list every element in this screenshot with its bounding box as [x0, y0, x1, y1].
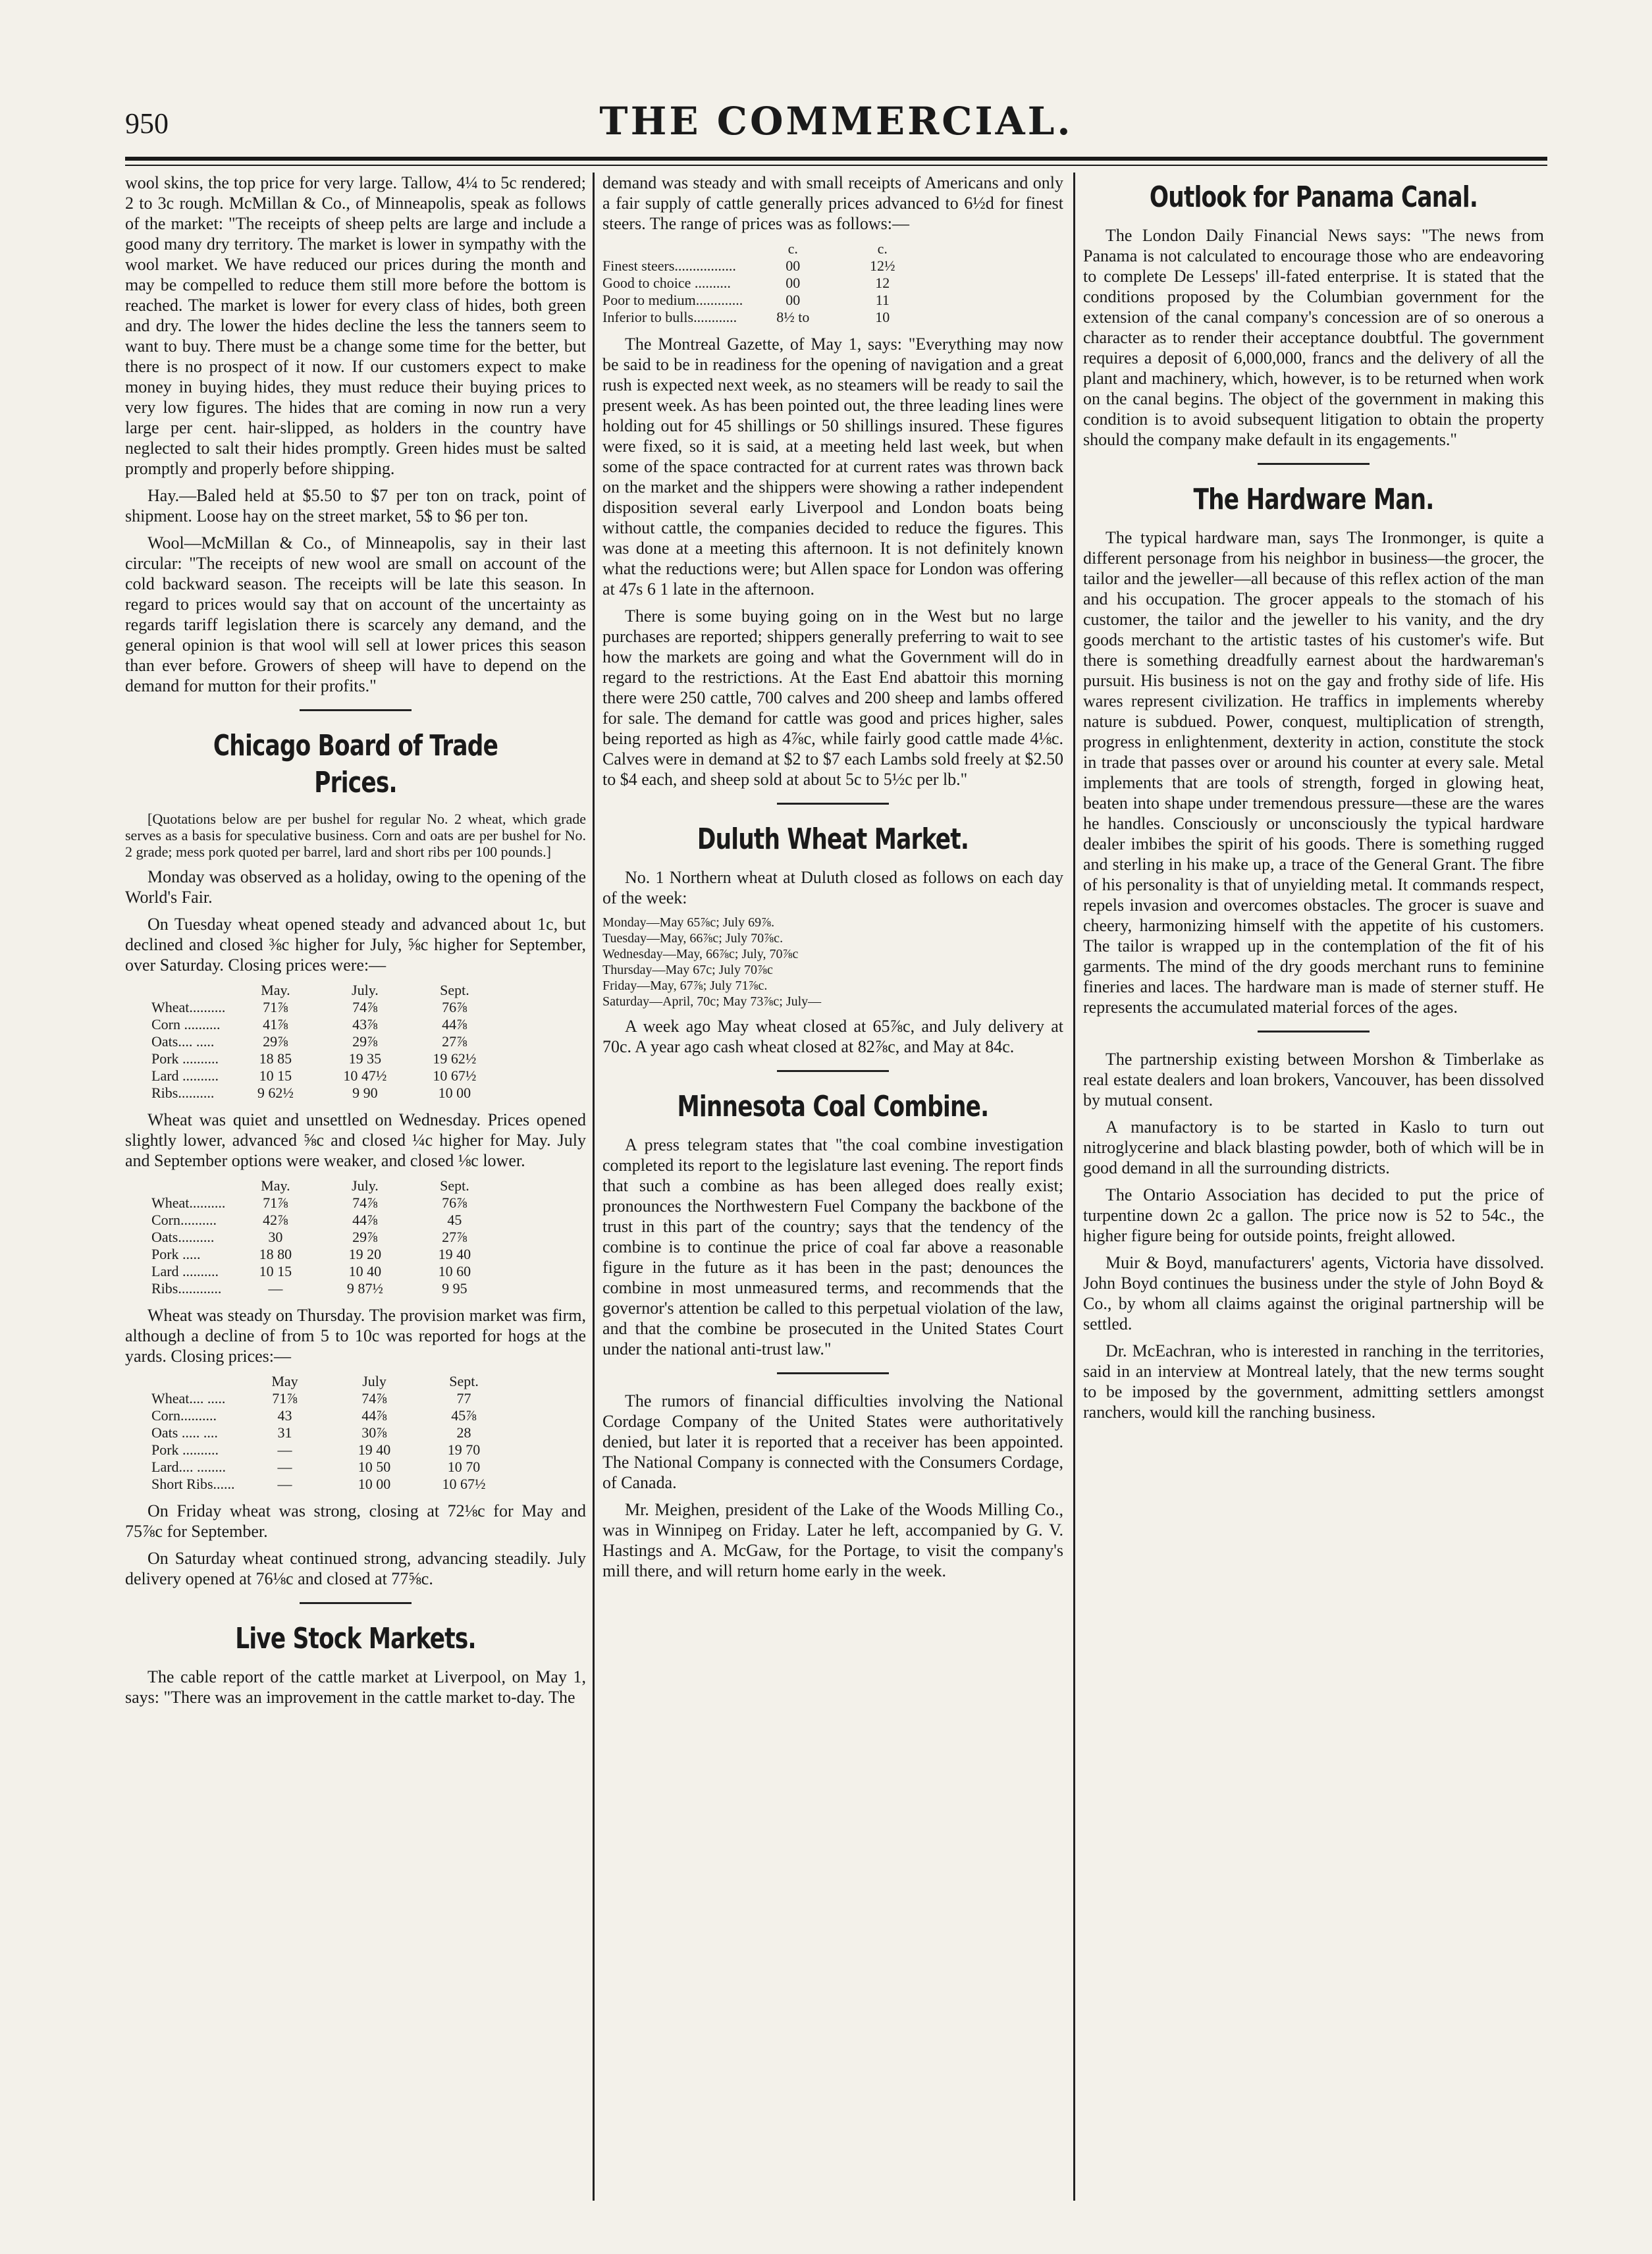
section-separator: [1083, 1024, 1544, 1038]
paragraph: Monday was observed as a holiday, owing to the opening of the World's Fair.: [125, 867, 586, 907]
column-divider: [593, 173, 595, 2201]
page-header: [125, 99, 1547, 151]
paragraph: The Montreal Gazette, of May 1, says: "Everything may now be said to be in readiness for the opening of navigation and a great rush is expected next week, as no steamers will be ready to sail the present week. As has been pointed out, the three leading lines were holding out for 45 shillings or 50 shillings insured. These figures were fixed, so it is said, at a meeting held last week, but when some of the space contracted for at current rates was thrown back on the market and the shippers were showing a rather independent disposition several early Liverpool and London boats being without cattle, the companies decided to reduce the figures. This was done at a meeting this afternoon. It is not definitely known what the reductions were; but Allen space for London was offering at 47s 6 1 late in the afternoon.: [602, 335, 1063, 599]
table-row: Oats.... ..... 29⅞ 29⅞ 27⅞: [151, 1033, 467, 1050]
table-row: Poor to medium............. 00 11: [602, 292, 890, 308]
table-row: Pork .......... — 19 40 19 70: [151, 1441, 481, 1458]
paragraph: The Ontario Association has decided to put the price of turpentine down 2c a gallon. The price now is 52 to 54c., the higher figure being for outside points, freight allowed.: [1083, 1185, 1544, 1245]
table-row: Finest steers................. 00 12½: [602, 257, 895, 274]
table-row: Inferior to bulls............ 8½ to 10: [602, 309, 890, 325]
table-row: Oats.......... 30 29⅞ 27⅞: [151, 1229, 467, 1245]
heading-hardware-man: The Hardware Man.: [1193, 483, 1434, 516]
table-row: Lard .......... 10 15 10 47½ 10 67½: [151, 1067, 477, 1084]
paragraph: Hay.—Baled held at $5.50 to $7 per ton on track, point of shipment. Loose hay on the street market, 5$ to $6 per ton.: [125, 486, 586, 525]
masthead-title: THE COMMERCIAL.: [599, 99, 1073, 144]
paragraph: The partnership existing between Morshon & Timberlake as real estate dealers and loan brokers, Vancouver, has been dissolved by mutual consent.: [1083, 1050, 1544, 1110]
paragraph: On Saturday wheat continued strong, advancing steadily. July delivery opened at 76⅛c and closed at 77⅝c.: [125, 1549, 586, 1588]
section-separator: [1083, 456, 1544, 471]
column-1: [125, 173, 586, 2201]
price-table-thursday: May July Sept. Wheat.... ..... 71⅞ 74⅞ 77 Corn.......... 43 44⅞ 45⅞ Oats ..... .... 31 30⅞ 28 Pork .......... — 19 40 19 70 Lard.... ........ — 10 50 10 70 Short Ribs...... — 10 00 10 67½: [151, 1373, 514, 1493]
paragraph: Mr. Meighen, president of the Lake of the Woods Milling Co., was in Winnipeg on Friday. Later he left, accompanied by G. V. Hastings and A. McGaw, for the Portage, to visit the company's mill there, and will return home early in the week.: [602, 1500, 1063, 1580]
table-row: Lard.... ........ — 10 50 10 70: [151, 1459, 481, 1475]
price-table-tuesday: May. July. Sept. Wheat.......... 71⅞ 74⅞ 76⅞ Corn .......... 41⅞ 43⅞ 44⅞ Oats.... ..... 29⅞ 29⅞ 27⅞ Pork .......... 18 85 19 35 19 62½ Lard .......... 10 15 10 47½ 10 67½ Ribs.......... 9 62½ 9 90 10 00: [151, 982, 504, 1102]
paragraph: wool skins, the top price for very large. Tallow, 4¼ to 5c rendered; 2 to 3c rough. McMillan & Co., of Minneapolis, speak as follows of the market: "The receipts of sheep pelts are large and include a good many dry territory. The market is lower in sympathy with the wool market. We have reduced our prices during the month and may be compelled to reduce them still more before the bottom is reached. The market is lower for every class of hides, both green and dry. The lower the hides decline the less the tanners seem to want to buy. There must be a change some time for the better, but there is no prospect of it now. If our customers expect to make money in buying hides, they must reduce their buying prices to very low figures. The hides that are coming in now run a very large per cent. hair-slipped, as holders in the country have neglected to salt their hides promptly. Green hides must be salted promptly and properly before shipping.: [125, 173, 586, 478]
header-rule-thick: [125, 157, 1547, 161]
heading-chicago-board: Chicago Board of Trade Prices.: [213, 729, 498, 799]
paragraph: The London Daily Financial News says: "The news from Panama is not calculated to encourage those who are endeavoring to complete De Lesseps' ill-fated enterprise. It is stated that the conditions proposed by the Columbian government for the extension of the canal company's concession are of so onerous a character as to render their acceptance doubtful. The government requires a deposit of 6,000,000, francs and the delivery of all the plant and machinery, which, however, is to be returned when work on the canal begins. The object of the government in making this condition is to avoid subsequent litigation to obtain the property should the company make default in its engagements.": [1083, 226, 1544, 449]
list-item: Monday—May 65⅞c; July 69⅞.: [602, 915, 775, 930]
section-separator: [125, 703, 586, 717]
table-row: Pork ..... 18 80 19 20 19 40: [151, 1246, 471, 1262]
heading-minnesota-coal: Minnesota Coal Combine.: [677, 1090, 989, 1123]
list-item: Saturday—April, 70c; May 73⅞c; July—: [602, 994, 822, 1009]
table-row: Corn.......... 43 44⅞ 45⅞: [151, 1407, 477, 1424]
section-separator: [602, 1063, 1063, 1078]
paragraph: On Tuesday wheat opened steady and advanced about 1c, but declined and closed ⅜c higher for July, ⅝c higher for September, over Saturday. Closing prices were:—: [125, 915, 586, 975]
paragraph: Wheat was quiet and unsettled on Wednesday. Prices opened slightly lower, advanced ⅝c and closed ¼c higher for May. July and September options were weaker, and closed ⅛c lower.: [125, 1110, 586, 1170]
table-row: Oats ..... .... 31 30⅞ 28: [151, 1424, 471, 1441]
list-item: Thursday—May 67c; July 70⅞c: [602, 963, 773, 977]
paragraph: Wheat was steady on Thursday. The provision market was firm, although a decline of from 5 to 10c was reported for hogs at the yards. Closing prices:—: [125, 1306, 586, 1366]
table-row: Corn .......... 41⅞ 43⅞ 44⅞: [151, 1016, 467, 1033]
paragraph: A manufactory is to be started in Kaslo to turn out nitroglycerine and black blasting powder, both of which will be in good demand in all the surrounding districts.: [1083, 1117, 1544, 1177]
table-row: Lard .......... 10 15 10 40 10 60: [151, 1263, 471, 1279]
table-row: Wheat.... ..... 71⅞ 74⅞ 77: [151, 1390, 471, 1407]
table-row: Ribs.......... 9 62½ 9 90 10 00: [151, 1085, 471, 1101]
table-row: Ribs............ — 9 87½ 9 95: [151, 1280, 467, 1297]
table-row: Corn.......... 42⅞ 44⅞ 45: [151, 1212, 462, 1228]
column-divider: [1073, 173, 1075, 2201]
paragraph: On Friday wheat was strong, closing at 72⅛c for May and 75⅞c for September.: [125, 1501, 586, 1541]
column-2: [602, 173, 1063, 2201]
paragraph: A press telegram states that "the coal combine investigation completed its report to the legislature last evening. The report finds that such a combine as has been alleged does really exist; pronounces the Northwestern Fuel Company the backbone of the trust in this part of the country; says that the tendency of the combine is to continue the price of coal far above a reasonable figure in the future as it has been in the past; denounces the combine in most unmeasured terms, and recommends that the governor's attention be called to this perpetual violation of the law, and that the combine be prosecuted in the United States Court under the national anti-trust law.": [602, 1135, 1063, 1358]
list-item: Wednesday—May, 66⅞c; July, 70⅞c: [602, 947, 799, 961]
heading-live-stock: Live Stock Markets.: [235, 1622, 476, 1655]
section-separator: [602, 796, 1063, 811]
table-row: Wheat.......... 71⅞ 74⅞ 76⅞: [151, 999, 467, 1015]
paragraph: Wool—McMillan & Co., of Minneapolis, say in their last circular: "The receipts of new wool are small on account of the cold backward season. The receipts will be late this season. In regard to prices would say that on account of the uncertainty as regards tariff legislation there is scarcely any demand, and the general opinion is that wool will sell at lower prices this season than ever before. Growers of sheep will have to depend on the demand for mutton for their profits.": [125, 533, 586, 695]
table-row: Good to choice .......... 00 12: [602, 275, 890, 291]
section-separator: [125, 1596, 586, 1610]
price-table-wednesday: May. July. Sept. Wheat.......... 71⅞ 74⅞ 76⅞ Corn.......... 42⅞ 44⅞ 45 Oats.......... 30 29⅞ 27⅞ Pork ..... 18 80 19 20 19 40 Lard .......... 10 15 10 40 10 60 Ribs............ — 9 87½ 9 95: [151, 1177, 504, 1297]
heading-duluth-wheat: Duluth Wheat Market.: [697, 822, 969, 856]
paragraph: The rumors of financial difficulties involving the National Cordage Company of the United States were authoritatively denied, but later it is reported that a receiver has been appointed. The National Company is connected with the Consumers Cordage, of Canada.: [602, 1391, 1063, 1492]
paragraph: There is some buying going on in the West but no large purchases are reported; shippers generally preferring to wait to see how the markets are going and what the Government will do in regard to the restrictions. At the East End abattoir this morning there were 250 cattle, 700 calves and 200 sheep and lambs offered for sale. The demand for cattle was good and prices higher, sales being reported as high as 4⅞c, while fairly good cattle made 4⅛c. Calves were in demand at $2 to $7 each Lambs sold freely at $2.50 to $4 each, and sheep sold at about 5c to 5½c per lb.": [602, 606, 1063, 789]
page-number: 950: [125, 107, 169, 140]
paragraph: A week ago May wheat closed at 65⅞c, and July delivery at 70c. A year ago cash wheat closed at 82⅞c, and May at 84c.: [602, 1017, 1063, 1056]
section-separator: [602, 1366, 1063, 1380]
table-row: Pork .......... 18 85 19 35 19 62½: [151, 1050, 477, 1067]
daily-close-list: [602, 915, 1063, 1009]
paragraph: demand was steady and with small receipts of Americans and only a fair supply of cattle generally prices advanced to 6½d for finest steers. The range of prices was as follows:—: [602, 173, 1063, 233]
header-rule-thin: [125, 165, 1547, 166]
cattle-price-table: c. c. Finest steers................. 00 12½ Good to choice .......... 00 12 Poor to medium............. 00 11 Inferior to bulls............ 8½ to 10: [602, 240, 932, 326]
paragraph: Dr. McEachran, who is interested in ranching in the territories, said in an interview at Montreal lately, that the new terms sought to be imposed by the government, admitting settlers amongst ranchers, would kill the ranching business.: [1083, 1341, 1544, 1422]
table-row: Short Ribs...... — 10 00 10 67½: [151, 1476, 486, 1492]
quotation-note: [Quotations below are per bushel for regular No. 2 wheat, which grade serves as a basis for speculative business. Corn and oats are per bushel for No. 2 grade; mess pork quoted per barrel, lard and short ribs per 100 pounds.]: [125, 811, 586, 860]
paragraph: The cable report of the cattle market at Liverpool, on May 1, says: "There was an improvement in the cattle market to-day. The: [125, 1667, 586, 1707]
heading-panama-canal: Outlook for Panama Canal.: [1149, 180, 1478, 214]
list-item: Friday—May, 67⅞; July 71⅞c.: [602, 979, 768, 993]
list-item: Tuesday—May, 66⅞c; July 70⅞c.: [602, 931, 784, 946]
paragraph: The typical hardware man, says The Ironmonger, is quite a different personage from his neighbor in business—the grocer, the tailor and the jeweller—all because of this reflex action of the man and his occupation. The grocer appeals to the stomach of his customer, the tailor and the jeweller to his vanity, and the dry goods merchant to the artistic tastes of his customer's wife. But there is something dreadfully earnest about the hardwareman's pursuit. His business is not on the gay and frothy side of life. His wares represent civilization. He traffics in implements whereby nature is subdued. Power, conquest, multiplication of strength, progress in enlightenment, dexterity in action, constitute the stock in trade that passes over or around his counter at every sale. Metal implements that are tools of strength, forged in glowing heat, beaten into shape under tremendous pressure—these are the wares he handles. Consciously or unconsciously the typical hardware dealer imbibes the spirit of his goods. There is something rugged and sterling in his make up, a trace of the General Grant. The fibre of his personality is that of unyielding metal. It commands respect, repels invasion and overcomes obstacles. The grocer is suave and cheery, harmonizing himself with the appetite of his customers. The tailor is wrapped up in the contemplation of the fit of his garments. The mind of the dry goods merchant runs to feminine fineries and laces. The hardware man is made of sterner stuff. He represents the accumulated material forces of the ages.: [1083, 528, 1544, 1017]
paragraph: No. 1 Northern wheat at Duluth closed as follows on each day of the week:: [602, 868, 1063, 907]
column-3: [1083, 173, 1544, 2201]
paragraph: Muir & Boyd, manufacturers' agents, Victoria have dissolved. John Boyd continues the business under the style of John Boyd & Co., by whom all claims against the original partnership will be settled.: [1083, 1253, 1544, 1333]
table-row: Wheat.......... 71⅞ 74⅞ 76⅞: [151, 1194, 467, 1211]
